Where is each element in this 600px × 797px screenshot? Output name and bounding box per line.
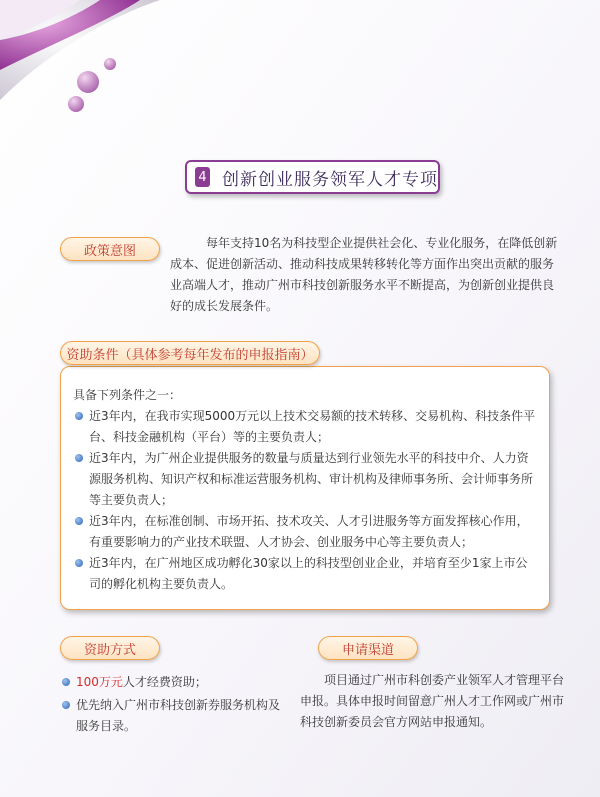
- condition-item: [73, 553, 537, 595]
- condition-text: 近3年内，在广州地区成功孵化30家以上的科技型创业企业，并培育至少1家上市公司的孵化机构主要负责人。: [89, 556, 528, 591]
- funding-item: [60, 672, 285, 693]
- decorative-ball-medium: [68, 96, 84, 112]
- funding-text: 人才经费资助；: [122, 675, 207, 689]
- funding-text: 优先纳入广州市科技创新券服务机构及服务目录。: [76, 698, 281, 733]
- decorative-ball-large: [77, 71, 99, 93]
- channel-label: 申请渠道: [318, 636, 418, 660]
- section-number: 4: [195, 167, 210, 187]
- section-title: 创新创业服务领军人才专项: [222, 169, 438, 190]
- bullet-icon: [62, 701, 70, 709]
- funding-amount: 100万元: [76, 675, 123, 689]
- funding-label: 资助方式: [60, 636, 160, 660]
- bullet-icon: [62, 678, 70, 686]
- condition-text: 近3年内，为广州企业提供服务的数量与质量达到行业领先水平的科技中介、人力资源服务机构、知识产权和标准运营服务机构、审计机构及律师事务所、会计师事务所等主要负责人；: [89, 451, 534, 507]
- bullet-icon: [75, 517, 83, 525]
- condition-item: [73, 406, 537, 448]
- bullet-icon: [75, 559, 83, 567]
- section-header: [185, 160, 440, 194]
- funding-list: [60, 672, 285, 737]
- conditions-intro: 具备下列条件之一：: [73, 388, 182, 402]
- condition-text: 近3年内，在我市实现5000万元以上技术交易额的技术转移、交易机构、科技条件平台、科技金融机构（平台）等的主要负责人；: [89, 409, 536, 444]
- conditions-label: 资助条件（具体参考每年发布的申报指南）: [60, 341, 320, 365]
- funding-item: [60, 695, 285, 737]
- decorative-ball-small: [104, 58, 116, 70]
- bullet-icon: [75, 412, 83, 420]
- policy-text: [170, 233, 565, 317]
- bullet-icon: [75, 454, 83, 462]
- channel-text-content: 项目通过广州市科创委产业领军人才管理平台申报。具体申报时间留意广州人才工作网或广州市科技创新委员会官方网站申报通知。: [300, 673, 565, 729]
- policy-text-content: 每年支持10名为科技型企业提供社会化、专业化服务，在降低创新成本、促进创新活动、推动科技成果转移转化等方面作出突出贡献的服务业高端人才，推动广州市科技创新服务水平不断提高，为创新创业提供良好的成长发展条件。: [170, 236, 558, 313]
- condition-item: [73, 511, 537, 553]
- condition-item: [73, 448, 537, 511]
- condition-text: 近3年内，在标准创制、市场开拓、技术攻关、人才引进服务等方面发挥核心作用，有重要影响力的产业技术联盟、人才协会、创业服务中心等主要负责人；: [89, 514, 529, 549]
- channel-text: [300, 670, 565, 733]
- conditions-box: [60, 366, 550, 610]
- policy-label: 政策意图: [60, 237, 160, 261]
